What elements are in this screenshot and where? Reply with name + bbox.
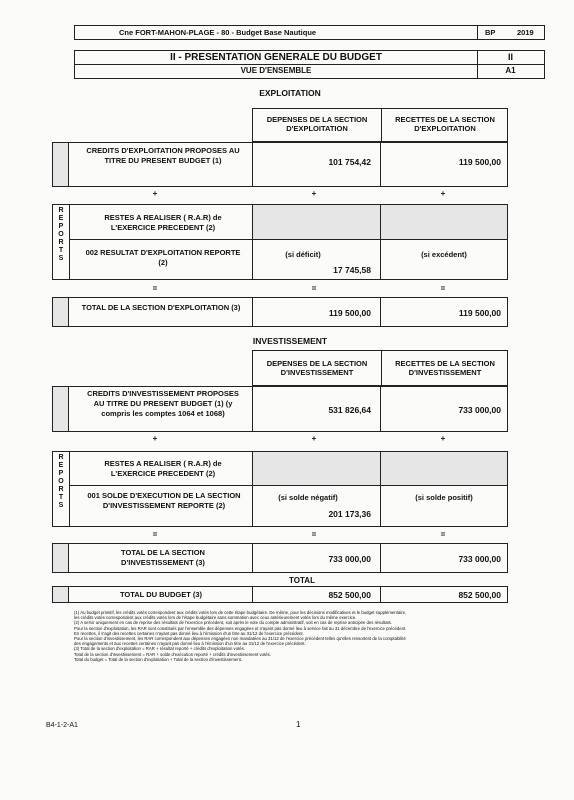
- exploitation-rar-label: RESTES A REALISER ( R.A.R) de L'EXERCICE PRECEDENT (2): [104, 213, 222, 232]
- investissement-col-rec: RECETTES DE LA SECTION D'INVESTISSEMENT: [395, 359, 495, 377]
- exploitation-total-label: TOTAL DE LA SECTION D'EXPLOITATION (3): [81, 303, 241, 312]
- investissement-total-label: TOTAL DE LA SECTION D'INVESTISSEMENT (3): [121, 548, 205, 567]
- page-number: 1: [296, 720, 301, 729]
- investissement-eq-2: =: [311, 530, 317, 539]
- exploitation-reports-block: [52, 204, 508, 280]
- investissement-credits-dep: 531 826,64: [328, 405, 371, 415]
- exploitation-credits-row: [52, 142, 508, 187]
- exploitation-excedent-label: (si excédent): [421, 250, 467, 259]
- total-heading: TOTAL: [289, 576, 315, 585]
- exploitation-total-dep: 119 500,00: [328, 308, 371, 318]
- exploitation-deficit-label: (si déficit): [285, 250, 321, 259]
- investissement-positif-label: (si solde positif): [415, 493, 473, 502]
- investissement-total-rec: 733 000,00: [458, 554, 501, 564]
- section-title: II - PRESENTATION GENERALE DU BUDGET: [170, 52, 382, 63]
- exploitation-plus-1: +: [152, 189, 158, 198]
- exploitation-col-headers: [252, 108, 508, 142]
- investissement-plus-2: +: [311, 434, 317, 443]
- total-rec: 852 500,00: [458, 590, 501, 600]
- section-title-box: [74, 50, 545, 79]
- exploitation-total-row: [52, 297, 508, 327]
- footnote-line: Total de la section d'investissement = RAR + solde d'exécution reporté + crédits d'investissement votés.: [74, 651, 271, 657]
- header-title: Cne FORT-MAHON-PLAGE - 80 - Budget Base Nautique: [119, 28, 317, 37]
- exploitation-heading: EXPLOITATION: [259, 88, 321, 98]
- footnote-line: Pour la section d'investissement, les RAR correspondent aux dépenses engagées non mandatées au 31/12 de l'exercice précédent telles qu'elles ressortent de la comptabilité: [74, 636, 406, 642]
- investissement-credits-row: [52, 386, 508, 432]
- investissement-credits-rec: 733 000,00: [458, 405, 501, 415]
- footer-code: B4-1-2-A1: [46, 722, 78, 729]
- investissement-solde-dep: 201 173,36: [328, 509, 371, 519]
- footnote-line: (1) Au budget primitif, les crédits votés correspondent aux crédits votés lors de cette étape budgétaire. De même, pour les décisions modificatives et le budget supplémentaire,: [74, 610, 407, 615]
- investissement-eq-3: =: [440, 530, 446, 539]
- exploitation-plus-3: +: [440, 189, 446, 198]
- footnote-line: (3) Total de la section d'exploitation = RAR + résultat reporté + crédits d'exploitation votés.: [74, 646, 246, 652]
- header-bar: [74, 25, 545, 40]
- investissement-total-dep: 733 000,00: [328, 554, 371, 564]
- exploitation-credits-label: CREDITS D'EXPLOITATION PROPOSES AU TITRE DU PRESENT BUDGET (1): [86, 146, 240, 165]
- investissement-total-row: [52, 543, 508, 573]
- total-dep: 852 500,00: [328, 590, 371, 600]
- investissement-solde-label: 001 SOLDE D'EXECUTION DE LA SECTION D'INVESTISSEMENT REPORTE (2): [87, 491, 241, 510]
- exploitation-col-dep: DEPENSES DE LA SECTION D'EXPLOITATION: [266, 115, 368, 133]
- footnote-line: des engagements et aux recettes certaines n'ayant pas donné lieu à l'émission d'un titre au 31/12 de l'exercice précédent.: [74, 641, 306, 647]
- exploitation-credits-dep: 101 754,42: [328, 157, 371, 167]
- total-label: TOTAL DU BUDGET (3): [119, 590, 203, 599]
- exploitation-eq-3: =: [440, 284, 446, 293]
- exploitation-total-rec: 119 500,00: [458, 308, 501, 318]
- footnote-line: (2) A servir uniquement en cas de reprise des résultats de l'exercice précédent, soit après le vote du compte administratif, soit en cas de reprise anticipée des résultats.: [74, 620, 392, 626]
- investissement-plus-1: +: [152, 434, 158, 443]
- exploitation-eq-2: =: [311, 284, 317, 293]
- exploitation-eq-1: =: [152, 284, 158, 293]
- investissement-col-headers: [252, 350, 508, 386]
- exploitation-reports-letters: R E P O R T S: [58, 207, 64, 262]
- section-subtitle: VUE D'ENSEMBLE: [240, 66, 312, 75]
- investissement-negatif-label: (si solde négatif): [278, 493, 338, 502]
- investissement-eq-1: =: [152, 530, 158, 539]
- footnote-line: les crédits votés correspondent aux crédits votés lors de l'étape budgétaire sans sommation avec ceux antérieurement votés lors du même exercice.: [74, 615, 357, 621]
- exploitation-result-label: 002 RESULTAT D'EXPLOITATION REPORTE (2): [85, 248, 241, 267]
- footnote-line: Total du budget = Total de la section d'exploitation + Total de la section d'investissement.: [74, 656, 242, 662]
- header-type: BP: [485, 28, 496, 37]
- investissement-rar-label: RESTES A REALISER ( R.A.R) de L'EXERCICE PRECEDENT (2): [104, 459, 222, 478]
- investissement-col-dep: DEPENSES DE LA SECTION D'INVESTISSEMENT: [266, 359, 368, 377]
- exploitation-result-dep: 17 745,58: [333, 265, 371, 275]
- investissement-reports-letters: R E P O R T S: [58, 454, 64, 509]
- investissement-heading: INVESTISSEMENT: [252, 336, 328, 346]
- section-subcode: A1: [505, 66, 516, 75]
- header-year: 2019: [517, 28, 534, 37]
- exploitation-plus-2: +: [311, 189, 317, 198]
- footnotes: [74, 610, 554, 662]
- investissement-credits-label: CREDITS D'INVESTISSEMENT PROPOSES AU TITRE DU PRESENT BUDGET (1) (y compris les comptes 1064 et 1068): [87, 389, 239, 418]
- investissement-plus-3: +: [440, 434, 446, 443]
- section-code: II: [507, 52, 513, 62]
- exploitation-col-rec: RECETTES DE LA SECTION D'EXPLOITATION: [395, 115, 495, 133]
- total-budget-row: [52, 586, 508, 603]
- footnote-line: Pour la section d'exploitation, les RAR sont constitués par l'ensemble des dépenses engagées et n'ayant pas donné lieu à service fait au 31 décembre de l'exercice précédent.: [74, 625, 407, 631]
- exploitation-credits-rec: 119 500,00: [458, 157, 501, 167]
- investissement-reports-block: [52, 451, 508, 527]
- footnote-line: En recettes, il s'agit des recettes certaines n'ayant pas donné lieu à l'émission d'un titre au 31/12 de l'exercice précédent.: [74, 630, 304, 636]
